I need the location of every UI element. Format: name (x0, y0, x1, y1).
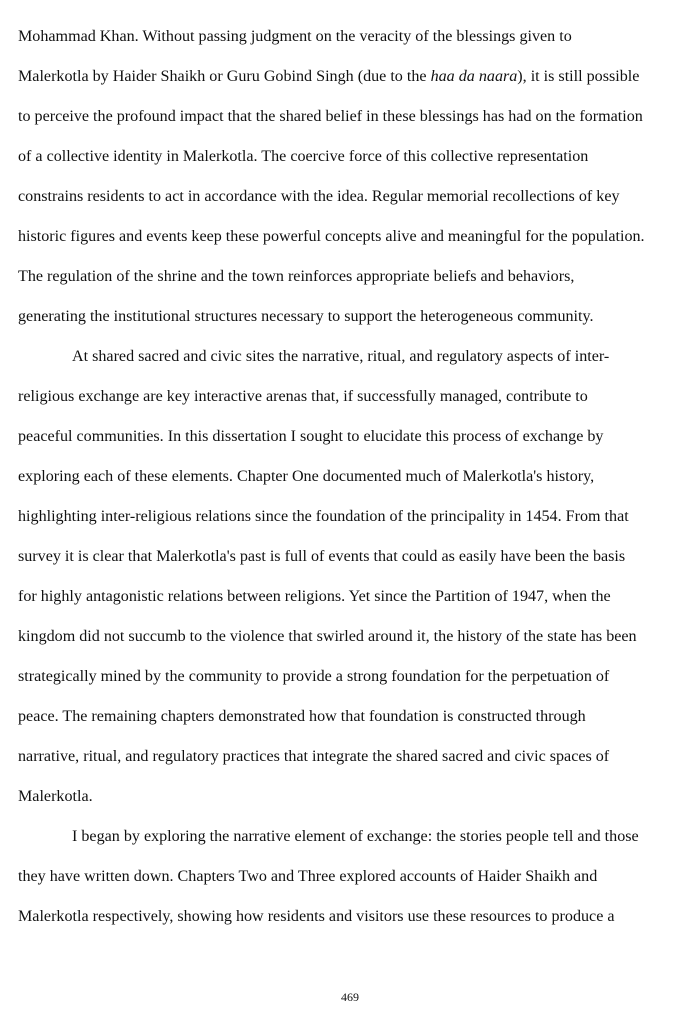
text-segment: Malerkotla by Haider Shaikh or Guru Gobind Singh (due to the (18, 68, 431, 85)
text-line: of a collective identity in Malerkotla. The coercive force of this collective representation (18, 148, 589, 165)
page-number: 469 (341, 990, 359, 1004)
italic-term: haa da naara (430, 68, 518, 85)
text-line: The regulation of the shrine and the town reinforces appropriate beliefs and behaviors, (18, 268, 575, 285)
text-line: constrains residents to act in accordance with the idea. Regular memorial recollections of key (18, 188, 620, 205)
text-line: strategically mined by the community to provide a strong foundation for the perpetuation of (18, 668, 610, 685)
text-line: peace. The remaining chapters demonstrated how that foundation is constructed through (18, 708, 586, 725)
text-line: generating the institutional structures necessary to support the heterogeneous community. (18, 308, 594, 325)
text-line: highlighting inter-religious relations since the foundation of the principality in 1454. From that (18, 508, 629, 525)
text-segment: ), it is still possible (517, 68, 640, 85)
text-line: historic figures and events keep these powerful concepts alive and meaningful for the population. (18, 228, 645, 245)
text-line: Malerkotla. (18, 788, 93, 805)
text-line: religious exchange are key interactive arenas that, if successfully managed, contribute to (18, 388, 588, 405)
paragraph-first-line: At shared sacred and civic sites the narrative, ritual, and regulatory aspects of inter- (72, 348, 610, 365)
text-line: kingdom did not succumb to the violence that swirled around it, the history of the state has been (18, 628, 637, 645)
paragraph-first-line: I began by exploring the narrative element of exchange: the stories people tell and those (72, 828, 639, 845)
text-line: narrative, ritual, and regulatory practices that integrate the shared sacred and civic spaces of (18, 748, 610, 765)
text-line (18, 67, 694, 87)
text-line: they have written down. Chapters Two and Three explored accounts of Haider Shaikh and (18, 868, 598, 885)
text-line: exploring each of these elements. Chapter One documented much of Malerkotla's history, (18, 468, 595, 485)
text-line: for highly antagonistic relations between religions. Yet since the Partition of 1947, when the (18, 588, 611, 605)
text-line: survey it is clear that Malerkotla's past is full of events that could as easily have been the basis (18, 548, 626, 565)
text-line: to perceive the profound impact that the shared belief in these blessings has had on the formation (18, 108, 643, 125)
text-line: Mohammad Khan. Without passing judgment on the veracity of the blessings given to (18, 28, 572, 45)
text-line: peaceful communities. In this dissertation I sought to elucidate this process of exchange by (18, 428, 604, 445)
text-line: Malerkotla respectively, showing how residents and visitors use these resources to produce a (18, 908, 615, 925)
